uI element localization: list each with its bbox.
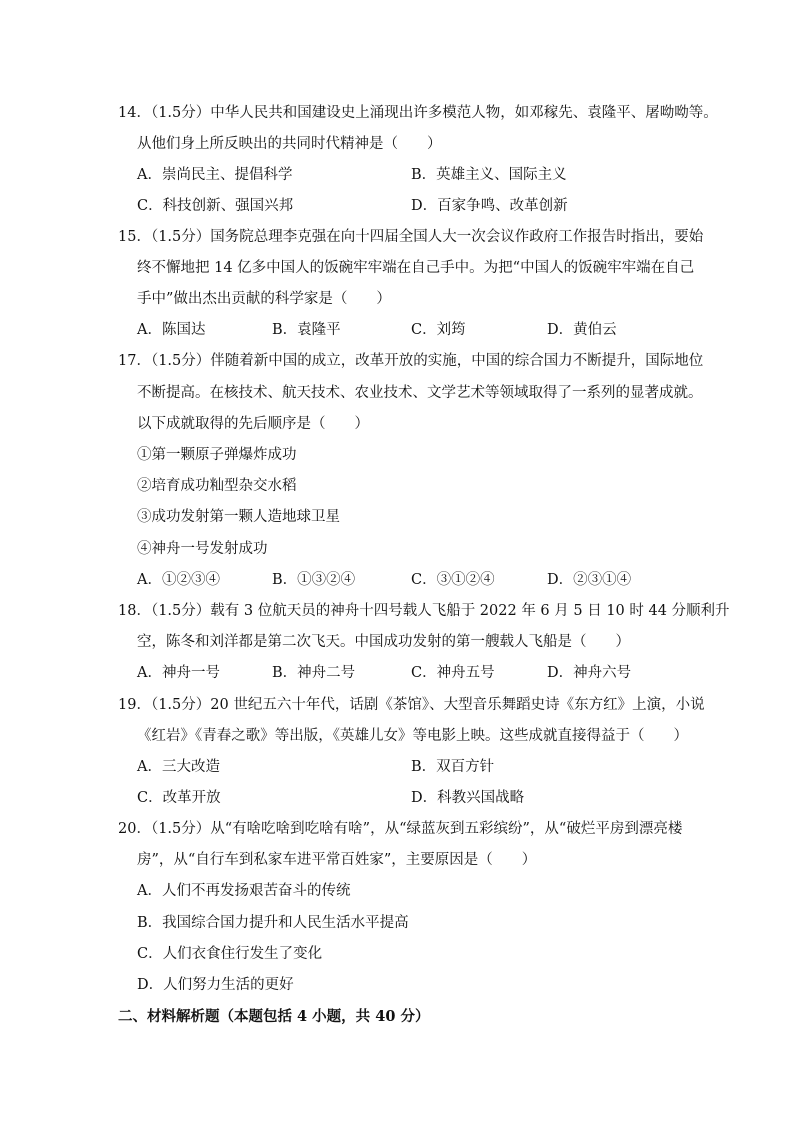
question-15-option-c: C．刘筠 <box>411 322 466 338</box>
question-14-option-b: B．英雄主义、国际主义 <box>411 167 567 183</box>
question-20-line-2: 房”，从“自行车到私家车进平常百姓家”，主要原因是（ ） <box>137 852 537 868</box>
question-20-option-c: C．人们衣食住行发生了变化 <box>137 946 323 962</box>
question-14-option-d: D．百家争鸣、改革创新 <box>411 198 568 214</box>
question-17-line-1: 17．（1.5分）伴随着新中国的成立，改革开放的实施，中国的综合国力不断提升，国际地位 <box>118 353 704 369</box>
question-19-line-1: 19．（1.5分）20 世纪五六十年代，话剧《茶馆》、大型音乐舞蹈史诗《东方红》上演，小说 <box>118 697 705 713</box>
question-20-option-d: D．人们努力生活的更好 <box>137 977 294 993</box>
question-17-line-2: 不断提高。在核技术、航天技术、农业技术、文学艺术等领域取得了一系列的显著成就。 <box>137 385 703 401</box>
question-19-line-2: 《红岩》《青春之歌》等出版，《英雄儿女》等电影上映。这些成就直接得益于（ ） <box>137 728 688 744</box>
question-18-line-1: 18．（1.5分）载有 3 位航天员的神舟十四号载人飞船于 2022 年 6 月 5 日 10 时 44 分顺利升 <box>118 603 730 619</box>
question-15-option-a: A．陈国达 <box>137 322 206 338</box>
question-18-option-c: C．神舟五号 <box>411 665 495 681</box>
question-20-option-a: A．人们不再发扬艰苦奋斗的传统 <box>137 883 351 899</box>
question-14-line-2: 从他们身上所反映出的共同时代精神是（ ） <box>137 136 442 152</box>
question-14-option-a: A．崇尚民主、提倡科学 <box>137 167 293 183</box>
question-18-option-b: B．神舟二号 <box>272 665 356 681</box>
question-14-option-c: C．科技创新、强国兴邦 <box>137 198 294 214</box>
question-17-line-3: 以下成就取得的先后顺序是（ ） <box>137 416 369 432</box>
section-title: 二、材料解析题（本题包括 4 小题，共 40 分） <box>118 1008 430 1025</box>
question-18-option-a: A．神舟一号 <box>137 665 220 681</box>
question-17-item-4: ④神舟一号发射成功 <box>137 541 268 557</box>
question-15-line-2: 终不懈地把 14 亿多中国人的饭碗牢牢端在自己手中。为把“中国人的饭碗牢牢端在自己 <box>137 260 695 276</box>
question-17-item-3: ③成功发射第一颗人造地球卫星 <box>137 509 340 525</box>
question-15-line-1: 15．（1.5分）国务院总理李克强在向十四届全国人大一次会议作政府工作报告时指出，要始 <box>118 229 704 245</box>
question-19-option-b: B．双百方针 <box>411 759 495 775</box>
question-17-item-1: ①第一颗原子弹爆炸成功 <box>137 447 297 463</box>
question-18-line-2: 空，陈冬和刘洋都是第二次飞天。中国成功发射的第一艘载人飞船是（ ） <box>137 634 630 650</box>
question-20-option-b: B．我国综合国力提升和人民生活水平提高 <box>137 915 409 931</box>
question-17-option-d: D．②③①④ <box>547 572 632 588</box>
question-17-option-a: A．①②③④ <box>137 572 220 588</box>
question-19-option-d: D．科教兴国战略 <box>411 790 525 806</box>
question-18-option-d: D．神舟六号 <box>547 665 632 681</box>
question-15-option-d: D．黄伯云 <box>547 322 617 338</box>
question-15-line-3: 手中”做出杰出贡献的科学家是（ ） <box>137 291 391 307</box>
question-20-line-1: 20．（1.5分）从“有啥吃啥到吃啥有啥”，从“绿蓝灰到五彩缤纷”，从“破烂平房到漂亮楼 <box>118 821 683 837</box>
question-17-item-2: ②培育成功籼型杂交水稻 <box>137 478 297 494</box>
question-15-option-b: B．袁隆平 <box>272 322 341 338</box>
question-14-line-1: 14．（1.5分）中华人民共和国建设史上涌现出许多模范人物，如邓稼先、袁隆平、屠呦呦等。 <box>118 105 718 121</box>
question-19-option-a: A．三大改造 <box>137 759 220 775</box>
question-17-option-c: C．③①②④ <box>411 572 495 588</box>
question-17-option-b: B．①③②④ <box>272 572 356 588</box>
question-19-option-c: C．改革开放 <box>137 790 221 806</box>
